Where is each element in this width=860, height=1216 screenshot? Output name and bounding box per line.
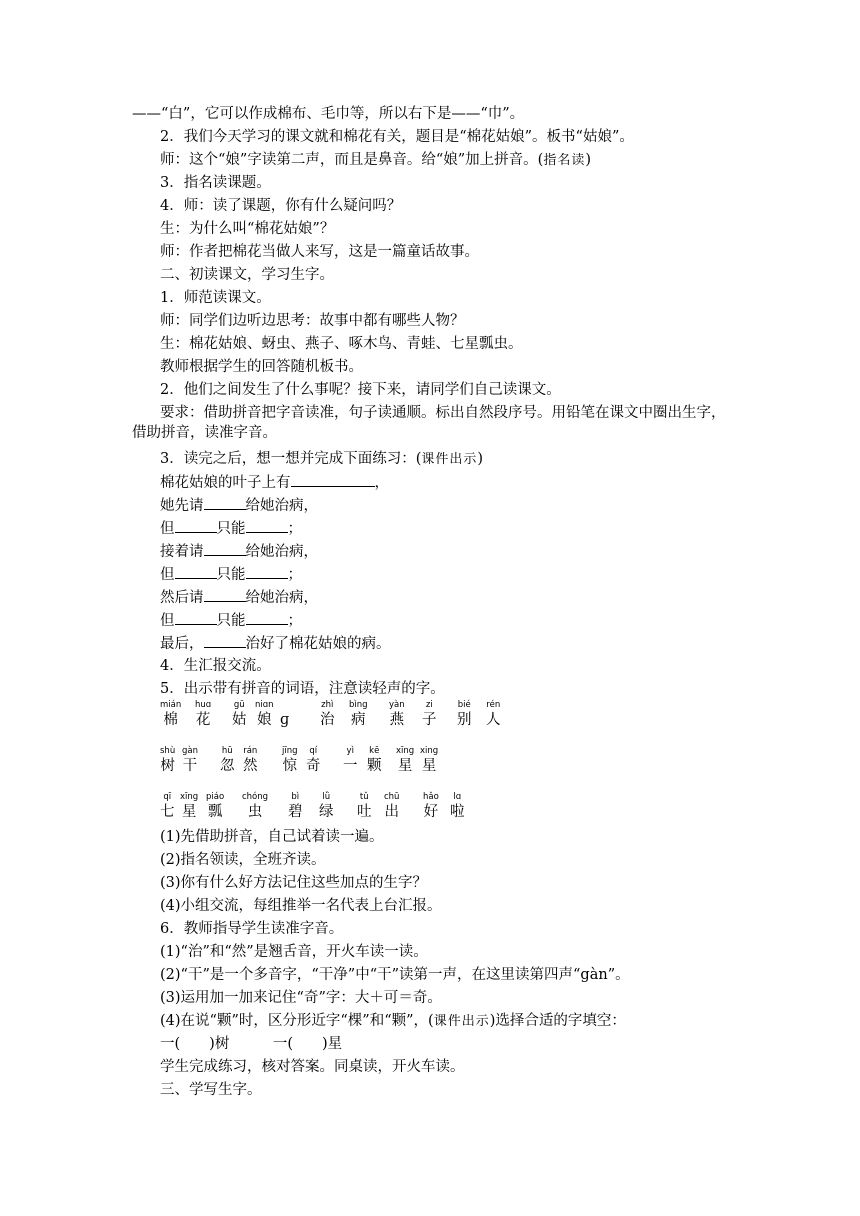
- pinyin: tǔ: [359, 792, 369, 802]
- text: 要求：借助拼音把字音读准，句子读通顺。标出自然段序号。用铅笔在课文中圈出生字，借助拼音，读准字音。: [132, 405, 726, 441]
- text: (4)在说“颗”时，区分形近字“棵”和“颗”，(: [160, 1013, 434, 1029]
- pinyin: rán: [243, 746, 258, 756]
- hanzi: 虫: [247, 804, 263, 820]
- fill-blank: [291, 472, 375, 487]
- hanzi: 颗: [367, 758, 382, 774]
- pinyin-word: [367, 746, 382, 776]
- pinyin-word: [457, 700, 472, 730]
- pinyin: yàn: [389, 700, 405, 710]
- hanzi: 星: [397, 758, 413, 774]
- pinyin-word: [232, 700, 247, 730]
- hanzi: 七: [160, 804, 175, 820]
- text-line: [160, 334, 523, 354]
- text: 师：作者把棉花当做人来写，这是一篇童话故事。: [160, 244, 479, 260]
- fill-blank: [246, 564, 288, 579]
- hanzi: 碧: [288, 804, 303, 820]
- text: 接着请: [160, 544, 204, 560]
- pinyin: yì: [346, 746, 354, 756]
- hanzi: 花: [195, 712, 211, 728]
- text-line: [160, 1057, 465, 1077]
- text-line: [160, 873, 427, 893]
- exercise-line: [160, 564, 302, 585]
- text-line: [160, 127, 634, 147]
- hanzi: 然: [243, 758, 258, 774]
- text: 给她治病，: [245, 544, 318, 560]
- hanzi: 一: [343, 758, 358, 774]
- pinyin: chū: [384, 792, 400, 802]
- hanzi: 啦: [450, 804, 465, 820]
- pinyin: zi: [425, 700, 433, 710]
- text-line: [160, 219, 334, 239]
- text-line: [160, 896, 442, 916]
- fill-blank: [175, 610, 217, 625]
- fill-blank: [175, 518, 217, 533]
- text: ): [585, 152, 591, 168]
- section-heading: [160, 1080, 262, 1100]
- pinyin: mián: [160, 700, 182, 710]
- text: (2)“干”是一个多音字，“干净”中“干”读第一声，在这里读第四声“gàn”。: [160, 967, 630, 983]
- pinyin: lǜ: [322, 792, 331, 802]
- text: 2．他们之间发生了什么事呢？接下来，请同学们自己读课文。: [160, 382, 561, 398]
- fill-blank: [204, 587, 246, 602]
- fill-blank: [204, 541, 246, 556]
- pinyin-word: [357, 792, 372, 822]
- text: 给她治病，: [245, 498, 318, 514]
- text: 4．生汇报交流。: [160, 658, 271, 674]
- pinyin-word: [195, 700, 211, 730]
- pinyin: hǎo: [423, 792, 439, 802]
- text-line: [160, 656, 271, 676]
- pinyin-word: [319, 792, 334, 822]
- pinyin-word: [243, 746, 258, 776]
- text-line: [160, 965, 630, 985]
- hanzi: 别: [457, 712, 472, 728]
- exercise-line: [160, 541, 318, 562]
- text: 教师根据学生的回答随机板书。: [160, 359, 363, 375]
- pinyin-word: [160, 700, 181, 730]
- pinyin: shù: [160, 746, 176, 756]
- hanzi: 好: [423, 804, 439, 820]
- pinyin: qī: [163, 792, 172, 802]
- pinyin-word: [282, 746, 298, 776]
- fill-blank: [204, 495, 246, 510]
- pinyin: xīng: [180, 792, 199, 802]
- hanzi: 治: [320, 712, 335, 728]
- text: 师：同学们边听边思考：故事中都有哪些人物？: [160, 313, 465, 329]
- text: 3．读完之后，想一想并完成下面练习：(: [160, 451, 422, 467]
- exercise-line: [160, 472, 389, 493]
- pinyin-word: [242, 792, 268, 822]
- pinyin-word: [288, 792, 303, 822]
- hanzi: 娘: [257, 712, 272, 728]
- text: ；: [287, 613, 302, 629]
- text: (1)“治”和“然”是翘舌音，开火车读一读。: [160, 944, 428, 960]
- hanzi: 子: [422, 712, 437, 728]
- text: ): [477, 451, 484, 467]
- pinyin-word: [306, 746, 321, 776]
- pinyin-word: [384, 792, 399, 822]
- hanzi: 干: [182, 758, 198, 774]
- pinyin-word: [255, 700, 274, 730]
- text-line: [160, 150, 591, 171]
- text: 但: [160, 521, 175, 537]
- pinyin-word: [206, 792, 224, 822]
- pinyin: niɑn: [255, 700, 274, 710]
- fill-blank: [175, 564, 217, 579]
- text: 师：这个“娘”字读第二声，而且是鼻音。给“娘”加上拼音。(: [160, 152, 544, 168]
- pinyin-row: [160, 746, 500, 784]
- text: (1)先借助拼音，自己试着读一遍。: [160, 829, 384, 845]
- text-line: [160, 357, 363, 377]
- text: 然后请: [160, 590, 204, 606]
- hanzi: 树: [160, 758, 175, 774]
- hanzi: 棉: [163, 712, 178, 728]
- text: 棉花姑娘的叶子上有: [160, 475, 291, 491]
- fill-blank: [246, 610, 288, 625]
- pinyin-row: [160, 792, 500, 830]
- text-line: [160, 173, 271, 193]
- text: 生：为什么叫“棉花姑娘”？: [160, 221, 335, 237]
- hanzi: 绿: [319, 804, 334, 820]
- fill-blank: [246, 518, 288, 533]
- text: 三、学写生字。: [160, 1082, 262, 1098]
- pinyin-word: [486, 700, 501, 730]
- exercise-line: [160, 610, 302, 631]
- text: (2)指名领读，全班齐读。: [160, 852, 326, 868]
- pinyin-word: [220, 746, 235, 776]
- text: 只能: [216, 521, 246, 537]
- pinyin: [280, 700, 289, 710]
- hanzi: 星: [181, 804, 197, 820]
- text: ；: [287, 521, 302, 537]
- pinyin: bì: [291, 792, 300, 802]
- pinyin: qí: [309, 746, 318, 756]
- text-line: [160, 919, 343, 939]
- section-heading: [160, 265, 334, 285]
- pinyin: bié: [457, 700, 471, 710]
- pinyin: rén: [486, 700, 501, 710]
- text: 她先请: [160, 498, 204, 514]
- pinyin-word: [423, 792, 439, 822]
- hanzi: 燕: [389, 712, 405, 728]
- text: 生：棉花姑娘、蚜虫、燕子、啄木鸟、青蛙、七星瓢虫。: [160, 336, 523, 352]
- hanzi: 瓢: [207, 804, 223, 820]
- hanzi: ɡ: [280, 712, 290, 728]
- pinyin-word: [389, 700, 405, 730]
- note: 课件出示: [433, 1014, 490, 1029]
- text: 5．出示带有拼音的词语，注意读轻声的字。: [160, 681, 445, 697]
- pinyin: xing: [420, 746, 439, 756]
- text-line: [160, 827, 384, 847]
- pinyin-word: [180, 792, 198, 822]
- hanzi: 人: [486, 712, 501, 728]
- text: 给她治病，: [245, 590, 318, 606]
- text: 3．指名读课题。: [160, 175, 271, 191]
- pinyin-word: [280, 700, 289, 730]
- text-line: [132, 104, 524, 124]
- hanzi: 忽: [220, 758, 235, 774]
- pinyin-word: [182, 746, 198, 776]
- text: 治好了棉花姑娘的病。: [245, 636, 391, 652]
- pinyin: xīng: [396, 746, 415, 756]
- pinyin-word: [160, 792, 175, 822]
- text-line: [160, 242, 479, 262]
- pinyin: gàn: [182, 746, 198, 756]
- text: 1．师范读课文。: [160, 290, 271, 306]
- pinyin: gū: [233, 700, 245, 710]
- pinyin-word: [450, 792, 465, 822]
- text: 只能: [216, 613, 246, 629]
- pinyin: bìng: [349, 700, 368, 710]
- pinyin: zhì: [321, 700, 334, 710]
- text: 但: [160, 613, 175, 629]
- pinyin: lɑ: [453, 792, 462, 802]
- text-line: [160, 988, 442, 1008]
- text-line: [160, 449, 483, 470]
- pinyin-word: [349, 700, 368, 730]
- text-line: [160, 1034, 342, 1054]
- text: ——“白”，它可以作成棉布、毛巾等，所以右下是——“巾”。: [132, 106, 525, 122]
- text: 最后，: [160, 636, 204, 652]
- hanzi: 病: [351, 712, 366, 728]
- hanzi: 星: [421, 758, 437, 774]
- pinyin-word: [420, 746, 438, 776]
- text-line: [160, 288, 271, 308]
- text-line: [160, 311, 465, 331]
- note: 指名读: [543, 153, 586, 168]
- pinyin-row: [160, 700, 500, 738]
- hanzi: 出: [384, 804, 399, 820]
- pinyin-word: [320, 700, 335, 730]
- text-line: [160, 850, 326, 870]
- hanzi: 吐: [357, 804, 372, 820]
- exercise-line: [160, 495, 318, 516]
- hanzi: 姑: [232, 712, 247, 728]
- text: (3)运用加一加来记住“奇”字：大＋可＝奇。: [160, 990, 442, 1006]
- pinyin: jīng: [282, 746, 298, 756]
- text: 4．师：读了课题，你有什么疑问吗？: [160, 198, 402, 214]
- text-paragraph: [132, 403, 732, 443]
- exercise-line: [160, 633, 391, 654]
- text: 学生完成练习，核对答案。同桌读，开火车读。: [160, 1059, 465, 1075]
- exercise-line: [160, 587, 318, 608]
- text-line: [160, 1011, 626, 1032]
- pinyin: piáo: [206, 792, 225, 802]
- pinyin-word: [160, 746, 175, 776]
- note: 课件出示: [421, 452, 478, 467]
- text: 2．我们今天学习的课文就和棉花有关，题目是“棉花姑娘”。板书“姑娘”。: [160, 129, 634, 145]
- text-line: [160, 942, 428, 962]
- text: )选择合适的字填空：: [489, 1013, 626, 1029]
- pinyin-word: [343, 746, 358, 776]
- text: (3)你有什么好方法记住这些加点的生字？: [160, 875, 428, 891]
- hanzi: 惊: [282, 758, 297, 774]
- text-line: [160, 679, 445, 699]
- text: ；: [287, 567, 302, 583]
- text: 只能: [216, 567, 246, 583]
- text: 6．教师指导学生读准字音。: [160, 921, 344, 937]
- text-line: [160, 380, 561, 400]
- text: 但: [160, 567, 175, 583]
- text: 二、初读课文，学习生字。: [160, 267, 334, 283]
- text: ，: [374, 475, 389, 491]
- text: 一( )树 一( )星: [160, 1036, 343, 1052]
- text-line: [160, 196, 401, 216]
- pinyin-word: [422, 700, 437, 730]
- pinyin: hū: [221, 746, 233, 756]
- pinyin: huɑ: [195, 700, 212, 710]
- pinyin: kē: [369, 746, 380, 756]
- fill-blank: [204, 633, 246, 648]
- exercise-line: [160, 518, 302, 539]
- pinyin-word: [396, 746, 414, 776]
- hanzi: 奇: [306, 758, 321, 774]
- text: (4)小组交流，每组推举一名代表上台汇报。: [160, 898, 442, 914]
- pinyin: chóng: [242, 792, 269, 802]
